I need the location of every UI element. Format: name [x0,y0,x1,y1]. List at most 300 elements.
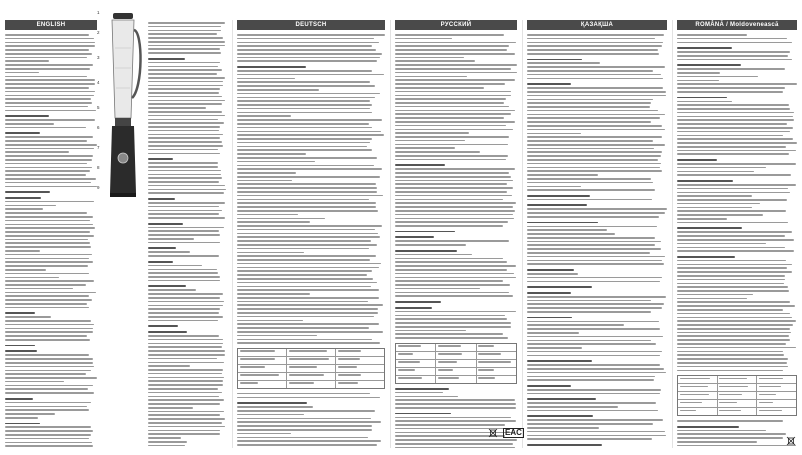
text-line [237,252,304,254]
section-heading-line [395,250,457,252]
text-line [148,422,222,424]
text-line [5,295,89,297]
section-heading-line [5,115,49,117]
text-line [395,49,507,51]
text-line [148,100,225,102]
text-line [148,320,218,322]
text-line [677,324,793,326]
text-line [677,131,790,133]
text-line [237,146,367,148]
text-line [5,102,92,104]
text-line [677,218,727,220]
text-line [395,337,508,339]
text-line [527,62,600,64]
text-line [237,418,371,420]
text-line [677,188,788,190]
text-line [237,270,372,272]
text-line [395,311,516,313]
text-line [148,396,219,398]
text-line [395,258,503,260]
text-line [148,445,185,447]
text-line [527,170,662,172]
section-heading-line [527,292,571,294]
text-line [5,392,94,394]
text-line [237,240,371,242]
section-heading-line [395,388,449,390]
text-line [677,138,793,140]
text-line [677,214,763,216]
callout-5: 5 [97,105,100,110]
text-line [5,335,87,337]
section-heading-line [148,223,183,225]
text-line [677,239,794,241]
text-line [148,289,196,291]
text-line [527,42,663,44]
text-line [527,427,599,429]
text-line [237,38,374,40]
text-line [237,45,372,47]
text-line [527,91,666,93]
text-line [237,248,369,250]
text-line [527,212,665,214]
text-line [395,269,507,271]
text-line [237,191,377,193]
text-line [527,49,658,51]
text-line [237,131,381,133]
text-line [527,389,661,391]
text-line [677,83,797,85]
text-line [148,403,220,405]
text-line [148,384,223,386]
column-deutsch [237,20,385,448]
text-line [677,370,783,372]
crossed-bin-icon [488,428,498,438]
text-line [5,377,97,379]
text-line [148,276,220,278]
text-line [527,347,582,349]
text-line [148,185,225,187]
text-line [5,38,94,40]
text-line [237,199,369,201]
text-line [237,119,382,121]
section-heading-line [5,398,33,400]
text-line [395,202,516,204]
text-line [148,426,225,428]
text-line [148,119,218,121]
text-line [395,151,480,153]
text-line [148,88,220,90]
section-heading-line [148,261,173,263]
text-line [677,101,732,103]
text-line [148,441,187,443]
section-heading-line [677,159,717,161]
text-line [395,396,458,398]
text-line [237,304,383,306]
text-line [237,206,376,208]
spec-table [395,343,517,384]
text-line [5,366,94,368]
text-line [5,280,94,282]
text-line [237,142,370,144]
text-line [5,57,87,59]
text-line [395,168,515,170]
text-line [527,336,663,338]
text-line [677,192,790,194]
text-line [395,403,516,405]
text-line [237,123,369,125]
text-line [237,93,380,95]
text-line [527,300,651,302]
text-line [677,199,787,201]
text-line [395,288,480,290]
text-line [148,272,218,274]
text-line [5,201,94,203]
text-line [527,324,624,326]
text-line [527,332,579,334]
text-line [527,186,581,188]
text-line [148,269,217,271]
text-line [395,292,509,294]
text-line [5,170,90,172]
callout-3: 3 [97,55,100,60]
text-line [527,95,666,97]
text-line [237,218,325,220]
text-line [527,372,666,374]
column-divider [672,20,673,448]
column-body [237,34,385,448]
text-line [5,242,90,244]
text-line [5,409,89,411]
text-line [395,333,503,335]
text-line [5,49,89,51]
text-line [527,355,660,357]
text-line [5,106,88,108]
text-line [677,354,784,356]
text-line [5,140,87,142]
text-line [677,222,788,224]
text-line [395,261,507,263]
text-line [148,230,219,232]
text-line [527,121,651,123]
text-line [5,127,86,129]
text-line [677,362,787,364]
callout-4: 4 [97,80,100,85]
text-line [677,153,789,155]
text-line [237,138,372,140]
text-line [5,246,91,248]
text-line [677,38,787,40]
text-line [527,216,659,218]
blender-blade-unit [115,118,131,126]
text-line [148,217,225,219]
text-line [148,213,219,215]
text-line [527,260,662,262]
text-line [527,402,656,404]
text-line [395,155,508,157]
text-line [395,180,513,182]
text-line [148,134,223,136]
column-title: DEUTSCH [237,20,385,30]
text-line [237,34,385,36]
text-line [395,106,509,108]
section-heading-line [395,413,451,415]
text-line [677,305,795,307]
text-line [148,339,223,341]
text-line [148,365,190,367]
text-line [148,174,221,176]
text-line [395,225,503,227]
text-line [527,340,651,342]
text-line [5,136,93,138]
text-line [677,320,796,322]
text-line [5,265,88,267]
text-line [237,425,372,427]
text-line [395,98,506,100]
text-line [237,335,317,337]
text-line [5,406,87,408]
text-line [677,267,787,269]
section-heading-line [677,256,735,258]
text-line [527,114,665,116]
text-line [5,60,49,62]
text-line [237,214,298,216]
text-line [237,397,380,399]
section-heading-line [5,312,35,314]
text-line [237,342,380,344]
text-line [148,62,220,64]
section-heading-line [5,132,40,134]
text-line [677,247,785,249]
text-line [677,235,785,237]
text-line [148,115,225,117]
text-line [148,377,224,379]
text-line [237,444,377,446]
text-line [677,351,783,353]
section-heading-line [677,64,741,66]
text-line [527,102,651,104]
text-line [237,108,370,110]
section-heading-line [527,286,592,288]
text-line [237,176,380,178]
text-line [395,221,508,223]
text-line [527,226,657,228]
text-line [148,308,220,310]
text-line [527,155,661,157]
column-russian [395,20,517,448]
speed-knob [118,153,128,163]
callout-6: 6 [97,125,100,130]
text-line [395,53,515,55]
text-line [148,293,223,295]
text-line [148,130,219,132]
text-line [5,148,94,150]
text-line [5,91,95,93]
text-line [395,102,504,104]
text-line [677,34,747,36]
column-divider [390,20,391,448]
text-line [237,421,381,423]
spec-table [677,375,797,416]
callout-8: 8 [97,165,100,170]
text-line [5,430,93,432]
text-line [395,172,509,174]
text-line [237,161,315,163]
text-line [148,170,221,172]
text-line [148,45,225,47]
text-line [148,206,219,208]
text-line [677,231,792,233]
text-line [395,72,517,74]
text-line [677,104,789,106]
section-heading-line [677,426,739,428]
text-line [395,68,511,70]
text-line [677,420,783,422]
text-line [527,136,662,138]
text-line [5,87,89,89]
text-line [395,121,515,123]
text-line [677,174,791,176]
text-line [5,151,69,153]
text-line [237,187,377,189]
text-line [395,439,517,441]
text-line [677,87,785,89]
column-body [5,34,97,448]
text-line [677,279,785,281]
text-line [5,231,90,233]
text-line [5,442,92,444]
text-line [237,316,374,318]
text-line [148,210,222,212]
text-line [237,172,296,174]
text-line [527,410,658,412]
text-line [677,347,796,349]
text-line [5,224,93,226]
text-line [237,414,304,416]
text-line [527,311,651,313]
text-line [148,92,219,94]
text-line [5,227,95,229]
text-line [677,290,789,292]
text-line [237,393,370,395]
text-line [677,146,786,148]
column-title: ҚАЗАҚША [527,20,667,30]
text-line [148,85,223,87]
section-heading-line [5,350,37,352]
text-line [527,435,666,437]
text-line [148,265,202,267]
text-line [5,235,94,237]
column-english-continued [148,20,226,448]
eac-mark: EAC [505,428,522,437]
text-line [527,208,667,210]
text-line [237,301,368,303]
text-line [395,447,515,448]
text-line [527,307,662,309]
text-line [148,418,225,420]
column-body [677,34,797,448]
text-line [5,205,56,207]
text-line [237,100,370,102]
text-line [5,324,94,326]
text-line [237,168,382,170]
text-line [677,358,788,360]
text-line [395,210,515,212]
text-line [5,144,97,146]
text-line [237,165,374,167]
text-line [527,125,662,127]
text-line [527,74,661,76]
text-line [677,119,794,121]
text-line [148,52,221,54]
section-heading-line [527,415,593,417]
text-line [395,87,484,89]
text-line [5,303,87,305]
section-heading-line [527,398,596,400]
text-line [527,248,661,250]
text-line [677,163,796,165]
blender-illustration [103,8,143,208]
text-line [527,233,615,235]
text-line [237,289,379,291]
text-line [237,42,379,44]
text-line [148,234,220,236]
text-line [677,271,792,273]
text-line [527,174,598,176]
text-line [5,76,87,78]
text-line [395,284,510,286]
text-line [395,420,516,422]
text-line [5,339,90,341]
column-title: РУССКИЙ [395,20,517,30]
column-title: ENGLISH [5,20,97,30]
text-line [148,149,218,151]
text-line [395,244,466,246]
text-line [677,59,792,61]
text-line [5,182,91,184]
text-line [395,129,513,131]
text-line [395,315,505,317]
text-line [148,166,218,168]
blender-jug [112,20,134,118]
text-line [677,250,794,252]
text-line [5,328,93,330]
text-line [5,155,93,157]
text-line [237,410,375,412]
text-line [148,430,220,432]
text-line [237,74,384,76]
text-line [527,144,665,146]
text-line [237,157,377,159]
text-line [237,81,370,83]
text-line [148,369,223,371]
text-line [237,312,378,314]
text-line [148,362,224,364]
text-line [5,277,59,279]
text-line [527,167,660,169]
text-line [677,116,793,118]
text-line [148,81,223,83]
text-line [395,144,508,146]
text-line [148,388,218,390]
text-line [395,159,506,161]
text-line [527,252,650,254]
text-line [5,163,87,165]
text-line [5,208,43,210]
text-line [237,149,372,151]
text-line [395,330,466,332]
text-line [527,296,666,298]
text-line [677,68,785,70]
